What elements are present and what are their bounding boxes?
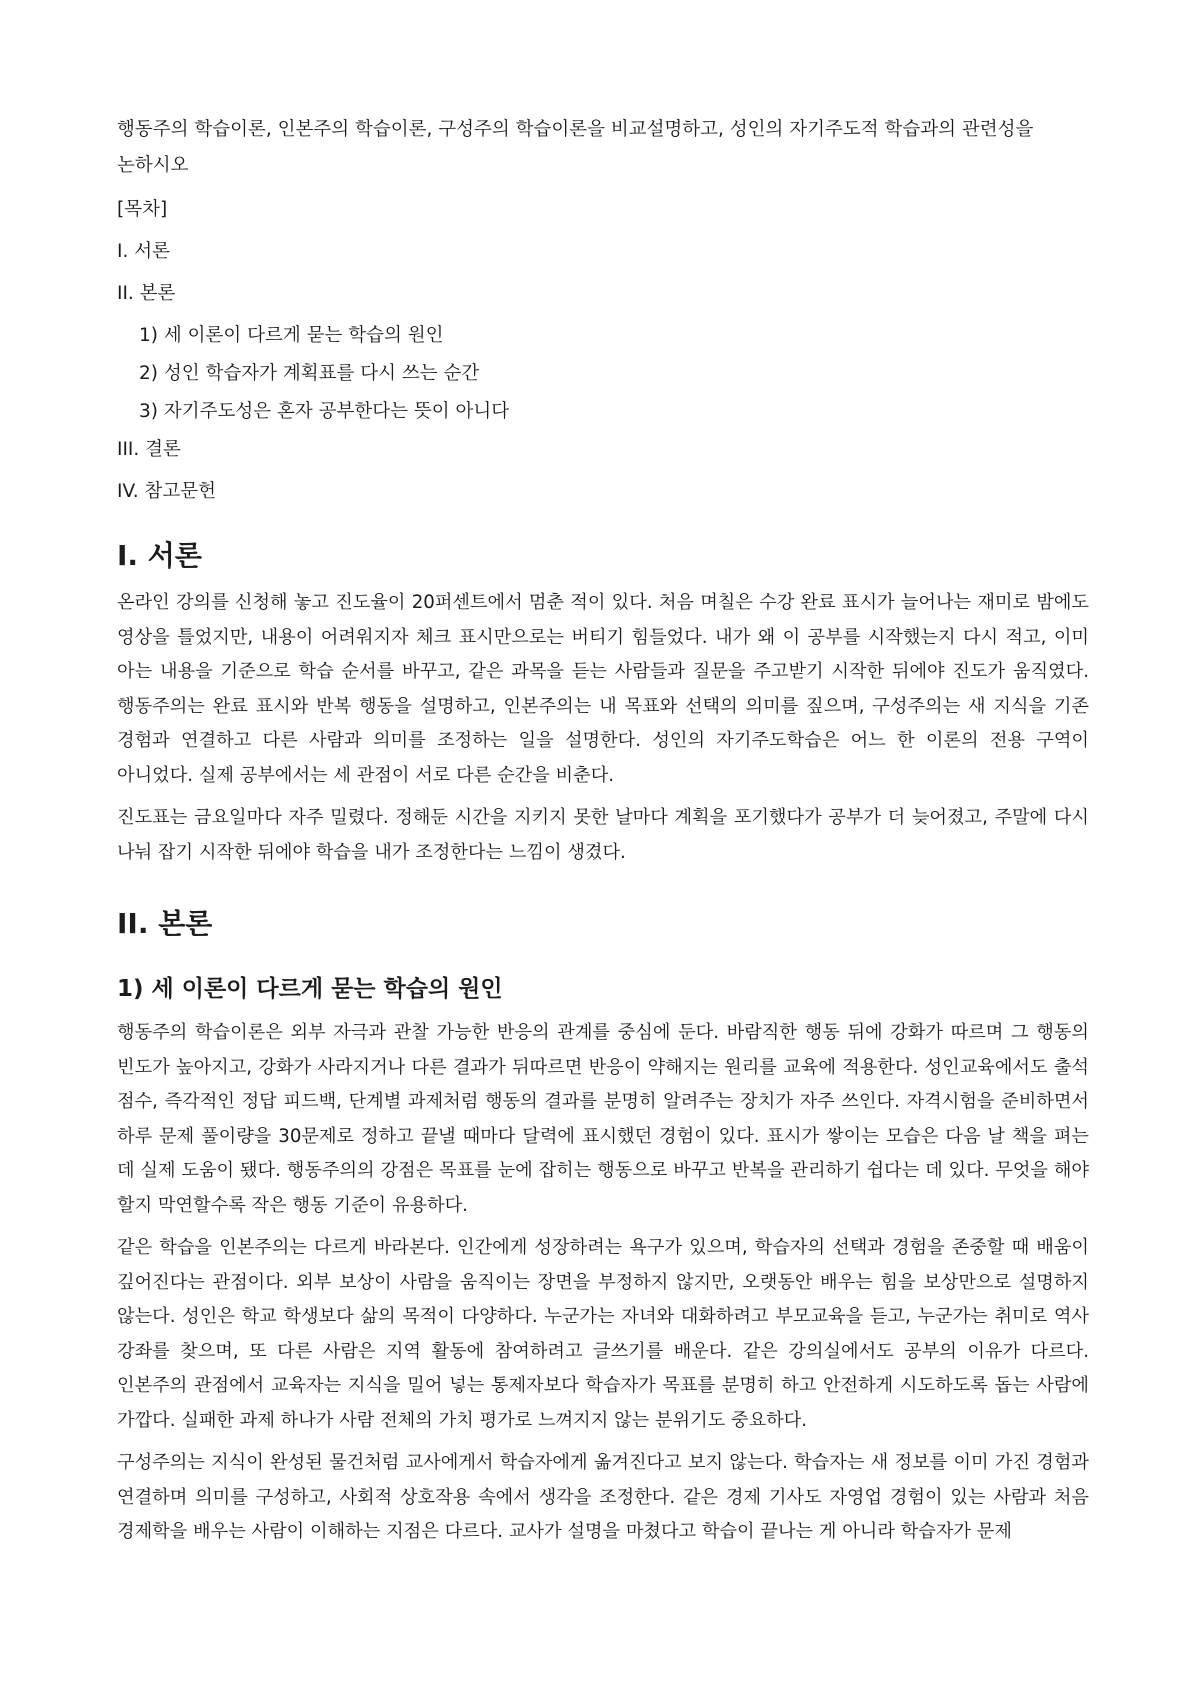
- intro-paragraph: 온라인 강의를 신청해 놓고 진도율이 20퍼센트에서 멈춘 적이 있다. 처음 며칠은 수강 완료 표시가 늘어나는 재미로 밤에도 영상을 틀었지만, 내용이 어려워지자 체크 표시만으로는 버티기 힘들었다. 내가 왜 이 공부를 시작했는지 다시 적고, 이미 아는 내용을 기준으로 학습 순서를 바꾸고, 같은 과목을 듣는 사람들과 질문을 주고받기 시작한 뒤에야 진도가 움직였다. 행동주의는 완료 표시와 반복 행동을 설명하고, 인본주의는 내 목표와 선택의 의미를 짚으며, 구성주의는 새 지식을 기존 경험과 연결하고 다른 사람과 의미를 조정하는 일을 설명한다. 성인의 자기주도학습은 어느 한 이론의 전용 구역이 아니었다. 실제 공부에서는 세 관점이 서로 다른 순간을 비춘다.: [117, 592, 1089, 786]
- toc-item-body-sub2: 2) 성인 학습자가 계획표를 다시 쓰는 순간: [139, 363, 480, 384]
- toc-item-intro: I. 서론: [117, 241, 170, 262]
- body-paragraph: 구성주의는 지식이 완성된 물건처럼 교사에게서 학습자에게 옮겨진다고 보지 않는다. 학습자는 새 정보를 이미 가진 경험과 연결하며 의미를 구성하고, 사회적 상호작용 속에서 생각을 조정한다. 같은 경제 기사도 자영업 경험이 있는 사람과 처음 경제학을 배우는 사람이 이해하는 지점은 다르다. 교사가 설명을 마쳤다고 학습이 끝나는 게 아니라 학습자가 문제: [117, 1452, 1089, 1542]
- document-title: 행동주의 학습이론, 인본주의 학습이론, 구성주의 학습이론을 비교설명하고, 성인의 자기주도적 학습과의 관련성을 논하시오: [117, 119, 1034, 176]
- body-paragraph: 같은 학습을 인본주의는 다르게 바라본다. 인간에게 성장하려는 욕구가 있으며, 학습자의 선택과 경험을 존중할 때 배움이 깊어진다는 관점이다. 외부 보상이 사람을 움직이는 장면을 부정하지 않지만, 오랫동안 배우는 힘을 보상만으로 설명하지 않는다. 성인은 학교 학생보다 삶의 목적이 다양하다. 누군가는 자녀와 대화하려고 부모교육을 듣고, 누군가는 취미로 역사 강좌를 찾으며, 또 다른 사람은 지역 활동에 참여하려고 글쓰기를 배운다. 같은 강의실에서도 공부의 이유가 다르다. 인본주의 관점에서 교육자는 지식을 밀어 넣는 통제자보다 학습자가 목표를 분명히 하고 안전하게 시도하도록 돕는 사람에 가깝다. 실패한 과제 하나가 사람 전체의 가치 평가로 느껴지지 않는 분위기도 중요하다.: [117, 1237, 1089, 1431]
- toc-item-references: IV. 참고문헌: [117, 481, 216, 502]
- body-paragraph: 행동주의 학습이론은 외부 자극과 관찰 가능한 반응의 관계를 중심에 둔다. 바람직한 행동 뒤에 강화가 따르며 그 행동의 빈도가 높아지고, 강화가 사라지거나 다른 결과가 뒤따르면 반응이 약해지는 원리를 교육에 적용한다. 성인교육에서도 출석 점수, 즉각적인 정답 피드백, 단계별 과제처럼 행동의 결과를 분명히 알려주는 장치가 자주 쓰인다. 자격시험을 준비하면서 하루 문제 풀이량을 30문제로 정하고 끝낼 때마다 달력에 표시했던 경험이 있다. 표시가 쌓이는 모습은 다음 날 책을 펴는 데 실제 도움이 됐다. 행동주의의 강점은 목표를 눈에 잡히는 행동으로 바꾸고 반복을 관리하기 쉽다는 데 있다. 무엇을 해야 할지 막연할수록 작은 행동 기준이 유용하다.: [117, 1022, 1089, 1216]
- section-heading-body: II. 본론: [117, 907, 213, 940]
- section-heading-intro: I. 서론: [117, 539, 202, 572]
- subsection-heading-1: 1) 세 이론이 다르게 묻는 학습의 원인: [117, 976, 503, 1002]
- document-page: [117, 112, 1089, 1558]
- toc-item-body-sub1: 1) 세 이론이 다르게 묻는 학습의 원인: [139, 325, 444, 346]
- toc-item-conclusion: III. 결론: [117, 439, 181, 460]
- toc-item-body: II. 본론: [117, 283, 176, 304]
- intro-paragraph: 진도표는 금요일마다 자주 밀렸다. 정해둔 시간을 지키지 못한 날마다 계획을 포기했다가 공부가 더 늦어졌고, 주말에 다시 나눠 잡기 시작한 뒤에야 학습을 내가 조정한다는 느낌이 생겼다.: [117, 807, 1089, 863]
- toc-heading: [목차]: [117, 199, 168, 220]
- toc-item-body-sub3: 3) 자기주도성은 혼자 공부한다는 뜻이 아니다: [139, 401, 510, 422]
- table-of-contents: [117, 192, 1089, 510]
